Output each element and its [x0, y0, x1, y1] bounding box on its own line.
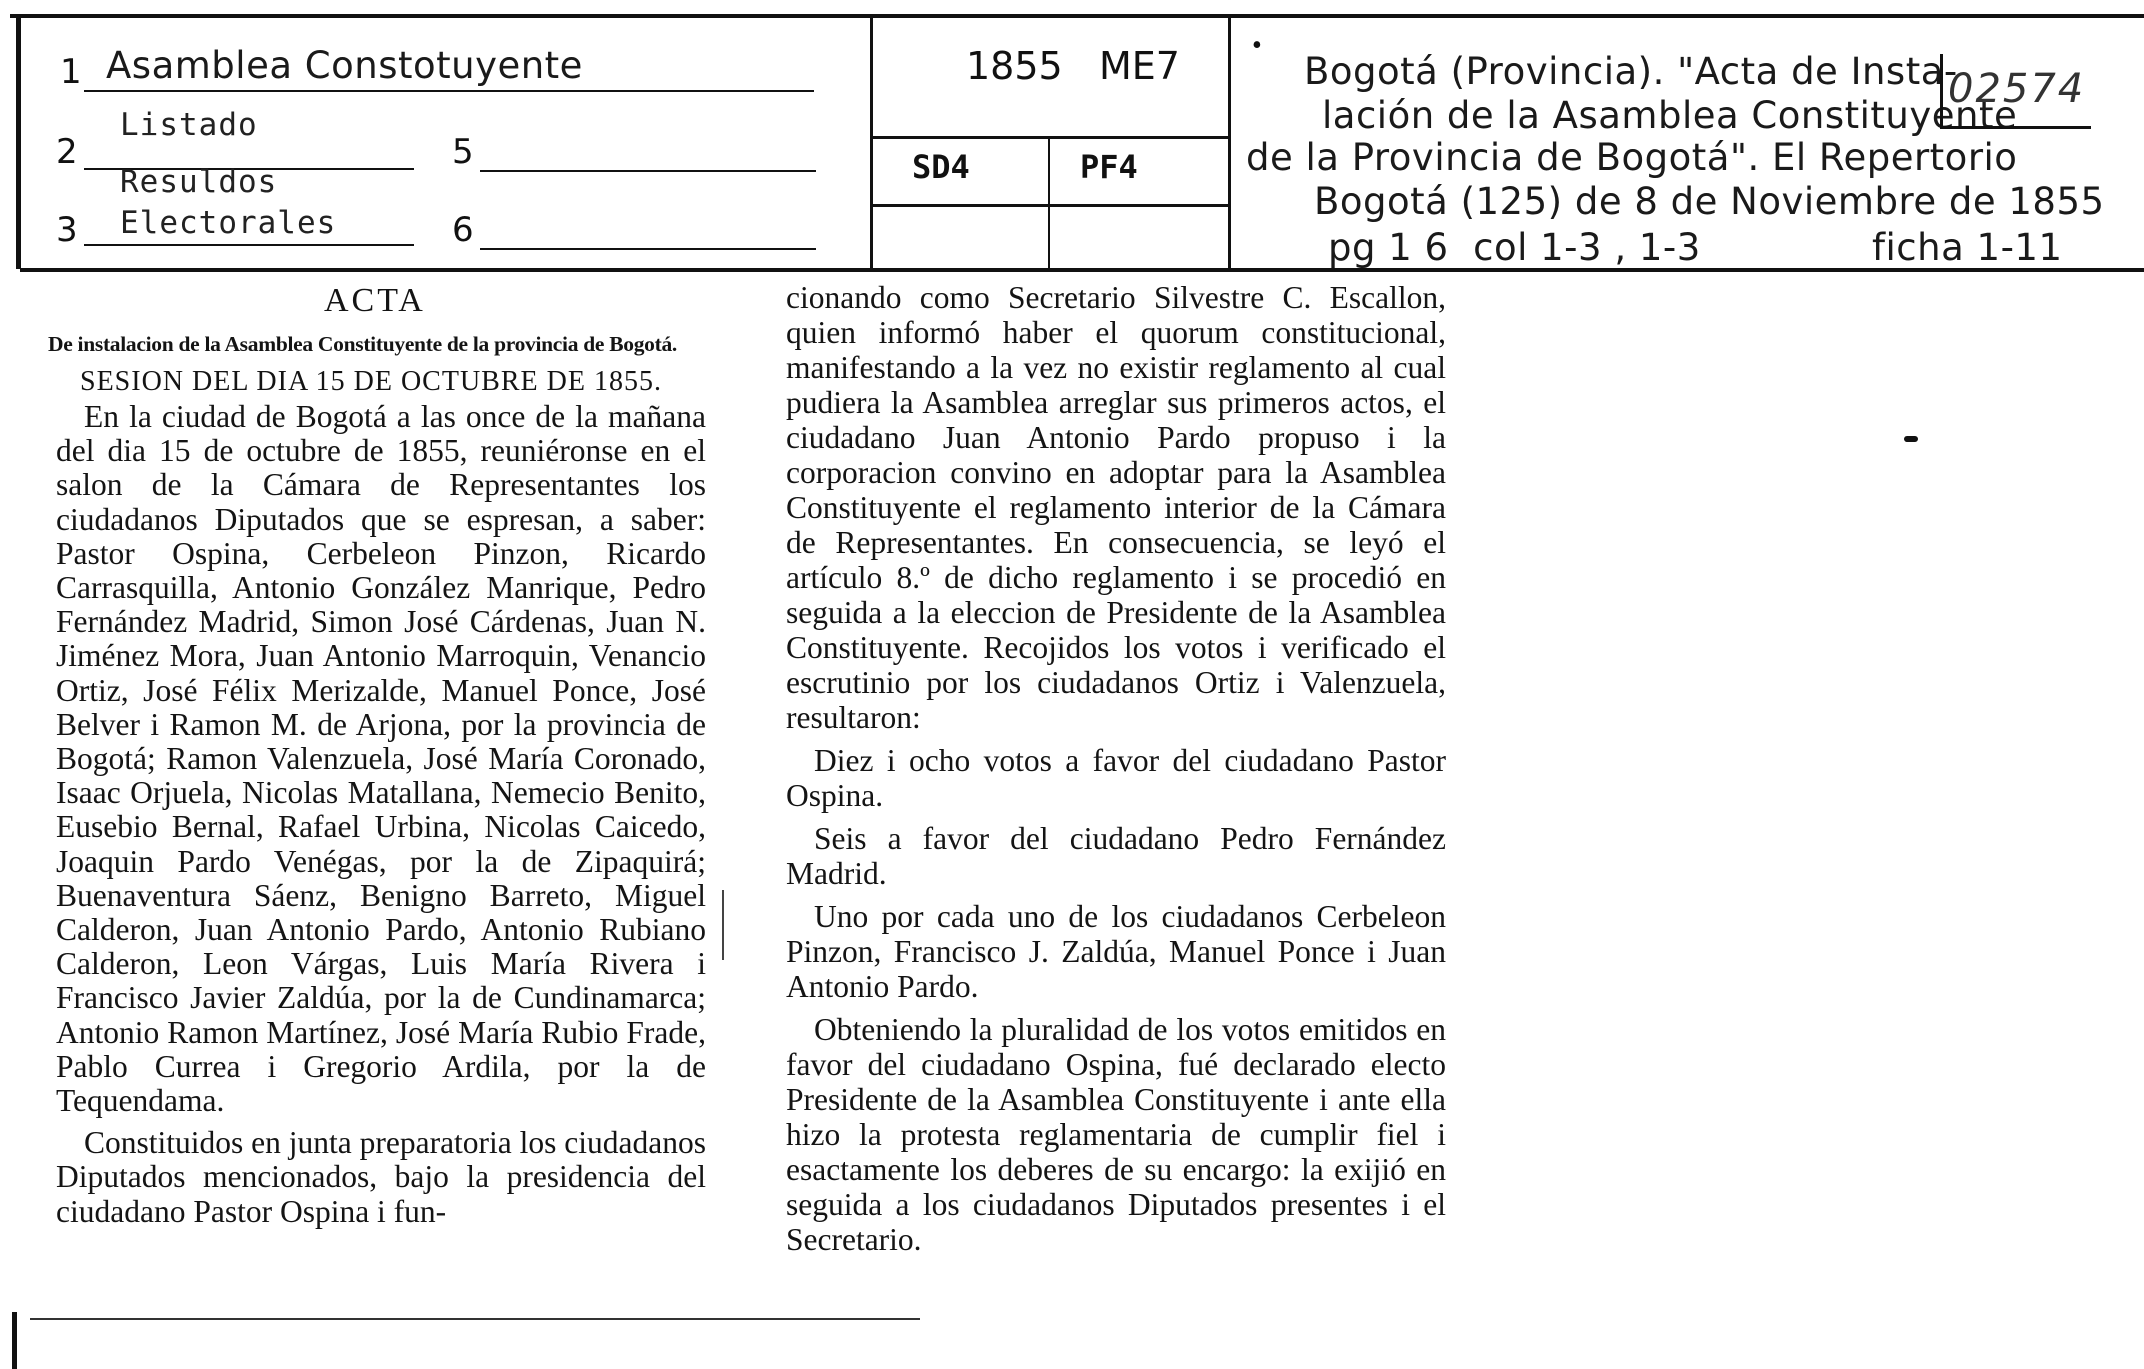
code-box-rule-mid — [873, 204, 1228, 207]
field-3-line — [84, 244, 414, 246]
clipping-subtitle: De instalacion de la Asamblea Constituyente de la provincia de Bogotá. — [48, 332, 677, 356]
column-2-paragraph-5: Obteniendo la pluralidad de los votos emitidos en favor del ciudadano Ospina, fué declarado electo Presidente de la Asamblea Constituyente i ante ella hizo la protesta reglamentaria de cumplir fiel i esactamente los deberes de su encargo: la exijió en seguida a los ciudadanos Diputados presentes i el Secretario. — [786, 1012, 1446, 1257]
reference-line-1: Bogotá (Provincia). "Acta de Insta- — [1304, 50, 1958, 93]
code-box-divider — [1048, 138, 1050, 270]
field-1-number: 1 — [60, 52, 82, 92]
classification-code: 1855 ME7 — [966, 44, 1180, 88]
reference-line-5-card: ficha 1-11 — [1872, 226, 2063, 269]
catalog-stamp-number: 02574 — [1948, 66, 2086, 112]
column-1-paragraph-2: Constituidos en junta preparatoria los ciudadanos Diputados mencionados, bajo la presidencia del ciudadano Pastor Ospina i fun- — [56, 1125, 706, 1229]
field-2-value-line2: Resuldos — [120, 164, 278, 200]
field-5-number: 5 — [452, 132, 474, 172]
field-6-number: 6 — [452, 210, 474, 250]
clipping-title: ACTA — [324, 282, 426, 319]
code-box-rule-top — [873, 136, 1228, 139]
field-5-line — [480, 170, 816, 172]
header-bottom-border — [20, 268, 2144, 272]
card-bottom-left-mark — [12, 1312, 17, 1369]
code-pf: PF4 — [1080, 148, 1138, 186]
field-6-line — [480, 248, 816, 250]
clipping-column-1 — [56, 400, 706, 1229]
clipping-column-2 — [786, 280, 1446, 1257]
bullet-mark: • — [1252, 30, 1262, 61]
field-1-line — [84, 90, 814, 92]
divider-right — [1228, 14, 1231, 270]
clipping-bottom-rule — [30, 1318, 920, 1320]
margin-mark — [1904, 436, 1918, 442]
column-2-paragraph-1: cionando como Secretario Silvestre C. Escallon, quien informó haber el quorum constitucional, manifestando a la vez no existir reglamento al cual pudiera la Asamblea arreglar sus primeros actos, el ciudadano Juan Antonio Pardo propuso i la corporacion convino en adoptar para la Asamblea Constituyente el reglamento interior de la Cámara de Representantes. En consecuencia, se leyó el artículo 8.º de dicho reglamento i se procedió en seguida a la eleccion de Presidente de la Asamblea Constituyente. Recojidos los votos i verificado el escrutinio por los ciudadanos Ortiz i Valenzuela, resultaron: — [786, 280, 1446, 735]
top-border — [10, 14, 2144, 18]
field-3-number: 3 — [56, 210, 78, 250]
reference-line-4: Bogotá (125) de 8 de Noviembre de 1855 — [1314, 180, 2105, 223]
field-3-value: Electorales — [120, 205, 337, 241]
code-sd: SD4 — [912, 148, 970, 186]
reference-line-3: de la Provincia de Bogotá". El Repertorio — [1246, 136, 2018, 179]
column-separator — [722, 890, 724, 960]
clipping-session-date: SESION DEL DIA 15 DE OCTUBRE DE 1855. — [80, 366, 662, 397]
reference-line-2: lación de la Asamblea Constituyente — [1322, 94, 2018, 137]
field-2-number: 2 — [56, 132, 78, 172]
column-2-paragraph-4: Uno por cada uno de los ciudadanos Cerbeleon Pinzon, Francisco J. Zaldúa, Manuel Ponce i Juan Antonio Pardo. — [786, 899, 1446, 1004]
field-2-value-line1: Listado — [120, 107, 258, 143]
divider-left — [870, 14, 873, 270]
column-2-paragraph-2: Diez i ocho votos a favor del ciudadano Pastor Ospina. — [786, 743, 1446, 813]
column-1-paragraph-1: En la ciudad de Bogotá a las once de la mañana del dia 15 de octubre de 1855, reuniéronse en el salon de la Cámara de Representantes los ciudadanos Diputados que se espresan, a saber: Pastor Ospina, Cerbeleon Pinzon, Ricardo Carrasquilla, Antonio González Manrique, Pedro Fernández Madrid, Simon José Cárdenas, Juan N. Jiménez Mora, Juan Antonio Marroquin, Venancio Ortiz, José Félix Merizalde, Manuel Ponce, José Belver i Ramon M. de Arjona, por la provincia de Bogotá; Ramon Valenzuela, José María Coronado, Isaac Orjuela, Nicolas Matallana, Nemecio Benito, Eusebio Bernal, Rafael Urbina, Nicolas Caicedo, Joaquin Pardo Venégas, por la de Zipaquirá; Buenaventura Sáenz, Benigno Barreto, Miguel Calderon, Juan Antonio Pardo, Antonio Rubiano Calderon, Leon Várgas, Luis María Rivera i Francisco Javier Zaldúa, por la de Cundinamarca; Antonio Ramon Martínez, José María Rubio Frade, Pablo Currea i Gregorio Ardila, por la de Tequendama. — [56, 399, 706, 1119]
reference-line-5-pages: pg 1 6 col 1-3 , 1-3 — [1328, 226, 1701, 269]
column-2-paragraph-3: Seis a favor del ciudadano Pedro Fernández Madrid. — [786, 821, 1446, 891]
left-border — [16, 14, 21, 269]
field-1-value: Asamblea Constotuyente — [106, 44, 583, 87]
